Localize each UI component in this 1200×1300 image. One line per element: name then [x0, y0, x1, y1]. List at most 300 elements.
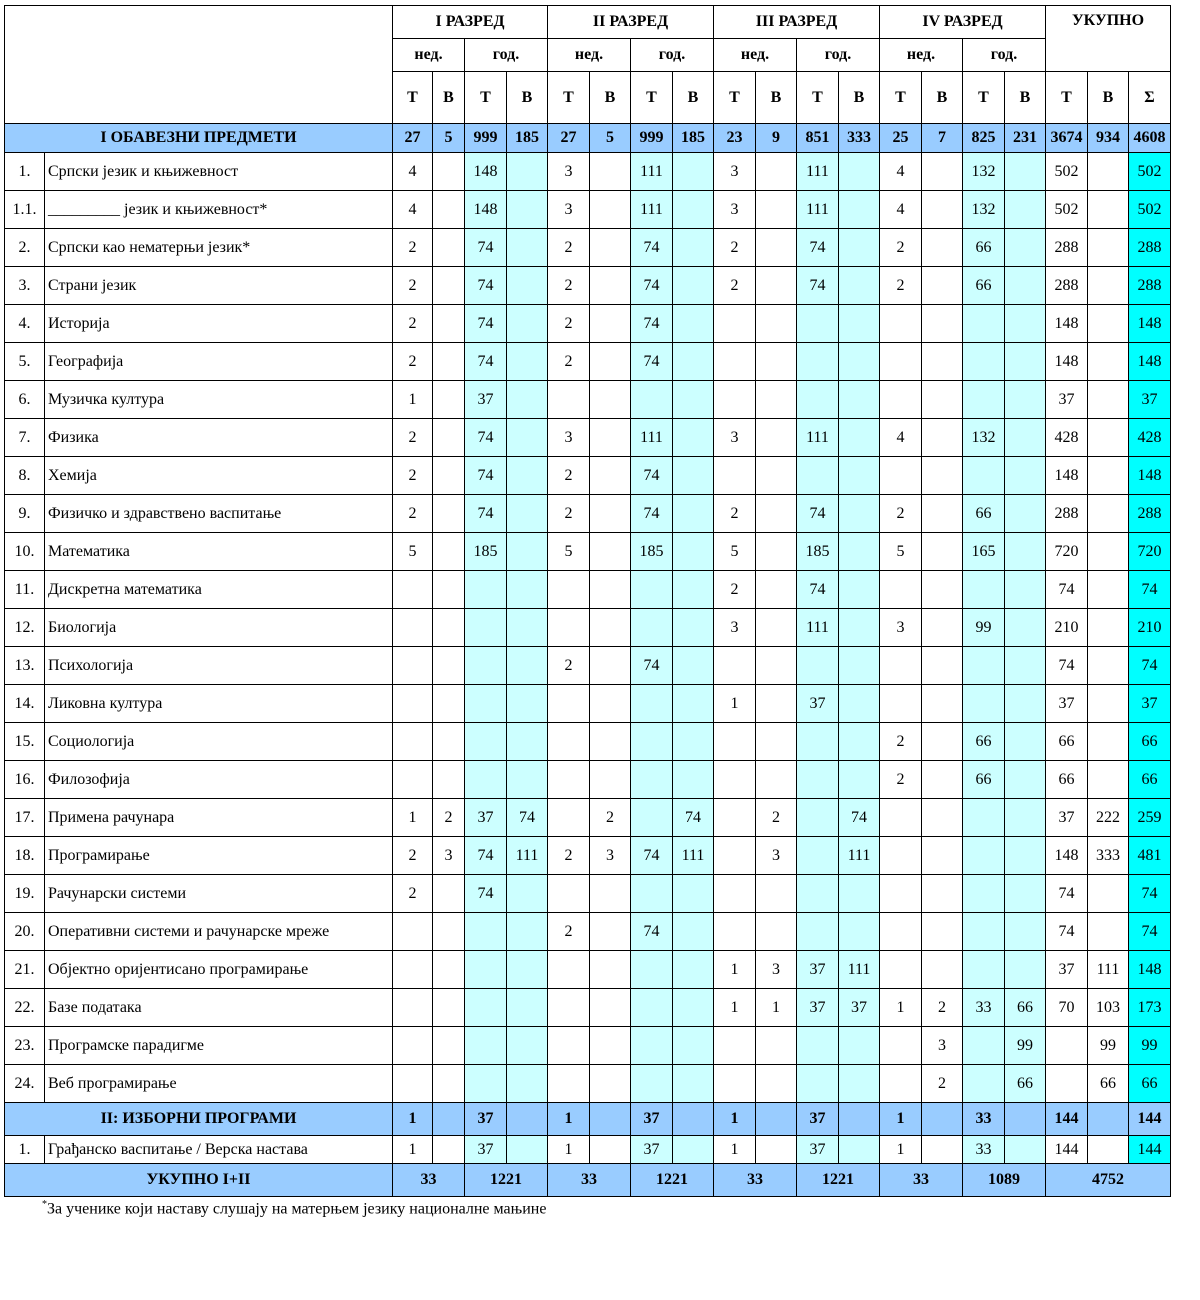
value-cell: 2	[880, 761, 922, 799]
grand-total-value: 1089	[963, 1164, 1046, 1197]
row-number: 24.	[5, 1065, 45, 1103]
value-cell	[433, 381, 465, 419]
value-cell	[880, 457, 922, 495]
grand-total-value: 1221	[465, 1164, 548, 1197]
value-cell: 333	[839, 124, 880, 153]
value-cell	[963, 685, 1005, 723]
total-sum-cell: 66	[1129, 1065, 1171, 1103]
value-cell: 74	[465, 229, 507, 267]
value-cell	[631, 799, 673, 837]
value-cell	[1088, 723, 1129, 761]
value-cell: 37	[465, 1136, 507, 1164]
value-cell	[756, 381, 797, 419]
value-cell	[673, 1103, 714, 1136]
value-cell: 2	[393, 495, 433, 533]
value-cell	[465, 1065, 507, 1103]
value-cell	[590, 1103, 631, 1136]
value-cell: 999	[465, 124, 507, 153]
value-cell	[631, 571, 673, 609]
value-cell: 934	[1088, 124, 1129, 153]
value-cell	[433, 1136, 465, 1164]
value-cell: 66	[963, 229, 1005, 267]
value-cell	[797, 343, 839, 381]
value-cell: 2	[548, 457, 590, 495]
value-cell: 3	[922, 1027, 963, 1065]
value-cell: 103	[1088, 989, 1129, 1027]
value-cell	[433, 1027, 465, 1065]
total-sum-cell: 173	[1129, 989, 1171, 1027]
value-cell	[590, 761, 631, 799]
value-cell	[673, 495, 714, 533]
value-cell: 851	[797, 124, 839, 153]
value-cell: 1	[393, 799, 433, 837]
value-cell: 2	[548, 495, 590, 533]
total-sum-cell: 37	[1129, 685, 1171, 723]
value-cell	[714, 875, 756, 913]
value-cell: 148	[465, 191, 507, 229]
section-row	[5, 1103, 1171, 1136]
subject-name: Физика	[45, 419, 393, 457]
value-cell	[797, 1027, 839, 1065]
value-cell: 720	[1046, 533, 1088, 571]
value-cell	[797, 913, 839, 951]
value-cell	[433, 951, 465, 989]
value-cell	[590, 723, 631, 761]
value-cell	[393, 647, 433, 685]
value-cell	[433, 267, 465, 305]
value-cell	[1005, 723, 1046, 761]
value-cell	[433, 1065, 465, 1103]
value-cell	[465, 723, 507, 761]
value-cell	[756, 609, 797, 647]
total-sum-cell: 428	[1129, 419, 1171, 457]
value-cell	[673, 609, 714, 647]
value-cell: 222	[1088, 799, 1129, 837]
value-cell	[756, 723, 797, 761]
value-cell: 185	[797, 533, 839, 571]
value-cell	[465, 571, 507, 609]
value-cell: 4	[880, 419, 922, 457]
value-cell	[590, 951, 631, 989]
grand-total-sum: 4752	[1046, 1164, 1171, 1197]
value-cell	[839, 229, 880, 267]
value-cell: 74	[465, 457, 507, 495]
col-label-v: В	[756, 72, 797, 124]
value-cell	[673, 229, 714, 267]
value-cell	[714, 1065, 756, 1103]
value-cell	[1005, 495, 1046, 533]
value-cell: 37	[465, 1103, 507, 1136]
row-number: 6.	[5, 381, 45, 419]
value-cell: 148	[1046, 343, 1088, 381]
value-cell: 74	[631, 305, 673, 343]
value-cell	[1088, 153, 1129, 191]
subject-row	[5, 533, 1171, 571]
row-number: 22.	[5, 989, 45, 1027]
row-number: 1.	[5, 153, 45, 191]
value-cell: 2	[393, 267, 433, 305]
value-cell	[839, 419, 880, 457]
col-label-t: Т	[714, 72, 756, 124]
value-cell	[393, 609, 433, 647]
value-cell: 2	[393, 229, 433, 267]
value-cell	[797, 305, 839, 343]
subject-row	[5, 381, 1171, 419]
value-cell	[756, 1103, 797, 1136]
value-cell	[797, 837, 839, 875]
value-cell	[839, 761, 880, 799]
value-cell	[590, 685, 631, 723]
value-cell: 74	[631, 267, 673, 305]
value-cell	[393, 761, 433, 799]
value-cell	[507, 989, 548, 1027]
value-cell	[673, 647, 714, 685]
header-corner	[5, 6, 393, 124]
value-cell	[631, 381, 673, 419]
grand-total-row	[5, 1164, 1171, 1197]
value-cell	[1088, 229, 1129, 267]
value-cell: 132	[963, 153, 1005, 191]
value-cell	[963, 457, 1005, 495]
total-sum-cell: 74	[1129, 647, 1171, 685]
value-cell: 2	[548, 837, 590, 875]
value-cell: 2	[393, 837, 433, 875]
value-cell: 3	[548, 419, 590, 457]
value-cell	[839, 647, 880, 685]
total-sum-cell: 481	[1129, 837, 1171, 875]
value-cell: 74	[465, 419, 507, 457]
value-cell: 2	[714, 229, 756, 267]
yearly-header: год.	[631, 39, 714, 72]
value-cell	[880, 647, 922, 685]
value-cell	[590, 989, 631, 1027]
value-cell	[673, 989, 714, 1027]
value-cell	[548, 761, 590, 799]
value-cell	[433, 685, 465, 723]
value-cell: 1	[393, 1136, 433, 1164]
value-cell: 502	[1046, 153, 1088, 191]
value-cell	[673, 1136, 714, 1164]
value-cell	[756, 267, 797, 305]
value-cell	[714, 647, 756, 685]
value-cell	[756, 1065, 797, 1103]
value-cell	[839, 267, 880, 305]
subject-row	[5, 609, 1171, 647]
value-cell	[590, 419, 631, 457]
value-cell	[465, 609, 507, 647]
value-cell: 37	[465, 799, 507, 837]
value-cell	[922, 153, 963, 191]
value-cell: 74	[631, 913, 673, 951]
value-cell	[963, 913, 1005, 951]
value-cell: 111	[839, 951, 880, 989]
value-cell	[590, 913, 631, 951]
subject-name: Географија	[45, 343, 393, 381]
value-cell	[714, 913, 756, 951]
value-cell	[673, 343, 714, 381]
value-cell: 99	[1005, 1027, 1046, 1065]
value-cell	[797, 647, 839, 685]
value-cell	[433, 495, 465, 533]
value-cell: 999	[631, 124, 673, 153]
value-cell: 2	[922, 989, 963, 1027]
value-cell	[433, 609, 465, 647]
value-cell: 185	[673, 124, 714, 153]
value-cell	[756, 1136, 797, 1164]
value-cell	[590, 609, 631, 647]
value-cell	[673, 1065, 714, 1103]
value-cell	[756, 457, 797, 495]
value-cell	[839, 1065, 880, 1103]
value-cell	[673, 457, 714, 495]
value-cell	[756, 647, 797, 685]
row-number: 5.	[5, 343, 45, 381]
subject-name: Историја	[45, 305, 393, 343]
col-label-v: В	[839, 72, 880, 124]
value-cell	[590, 267, 631, 305]
value-cell: 37	[839, 989, 880, 1027]
value-cell	[963, 799, 1005, 837]
value-cell	[714, 343, 756, 381]
value-cell: 111	[797, 153, 839, 191]
value-cell	[880, 381, 922, 419]
value-cell	[714, 457, 756, 495]
value-cell	[507, 153, 548, 191]
value-cell: 37	[1046, 685, 1088, 723]
value-cell	[548, 1065, 590, 1103]
value-cell	[507, 609, 548, 647]
value-cell	[963, 875, 1005, 913]
value-cell: 2	[756, 799, 797, 837]
value-cell: 37	[631, 1103, 673, 1136]
row-number: 8.	[5, 457, 45, 495]
value-cell	[1005, 229, 1046, 267]
value-cell: 132	[963, 419, 1005, 457]
footnote-text: За ученике који наставу слушају на матерњем језику националне мањине	[47, 1200, 547, 1218]
value-cell	[756, 913, 797, 951]
value-cell	[507, 495, 548, 533]
value-cell	[963, 381, 1005, 419]
col-label-v: В	[433, 72, 465, 124]
total-sum-cell: 502	[1129, 191, 1171, 229]
value-cell	[922, 381, 963, 419]
value-cell	[507, 1136, 548, 1164]
value-cell	[839, 1136, 880, 1164]
value-cell	[839, 685, 880, 723]
yearly-header: год.	[797, 39, 880, 72]
row-number: 7.	[5, 419, 45, 457]
value-cell	[1005, 685, 1046, 723]
curriculum-table	[4, 5, 1171, 1197]
value-cell	[1005, 457, 1046, 495]
value-cell	[673, 533, 714, 571]
value-cell	[393, 571, 433, 609]
value-cell	[922, 1136, 963, 1164]
col-label-v: В	[1088, 72, 1129, 124]
col-label-t: Т	[631, 72, 673, 124]
value-cell	[922, 875, 963, 913]
value-cell	[880, 685, 922, 723]
value-cell: 2	[880, 723, 922, 761]
value-cell	[797, 1065, 839, 1103]
total-sum-cell: 144	[1129, 1103, 1171, 1136]
value-cell: 2	[880, 267, 922, 305]
value-cell	[839, 533, 880, 571]
value-cell: 2	[548, 305, 590, 343]
value-cell	[1046, 1065, 1088, 1103]
col-label-v: В	[922, 72, 963, 124]
total-sum-cell: 66	[1129, 723, 1171, 761]
value-cell	[1088, 647, 1129, 685]
value-cell: 185	[631, 533, 673, 571]
subject-name: Страни језик	[45, 267, 393, 305]
subject-row	[5, 761, 1171, 799]
total-sum-cell: 288	[1129, 495, 1171, 533]
subject-name: Хемија	[45, 457, 393, 495]
value-cell: 3	[714, 419, 756, 457]
value-cell: 33	[963, 989, 1005, 1027]
value-cell	[548, 571, 590, 609]
value-cell	[1088, 571, 1129, 609]
value-cell	[590, 571, 631, 609]
value-cell: 3	[714, 609, 756, 647]
value-cell	[839, 457, 880, 495]
col-label-v: В	[673, 72, 714, 124]
value-cell	[673, 1027, 714, 1065]
value-cell: 1	[714, 1103, 756, 1136]
value-cell	[465, 951, 507, 989]
value-cell: 111	[631, 191, 673, 229]
col-label-v: В	[1005, 72, 1046, 124]
row-number: 9.	[5, 495, 45, 533]
value-cell	[922, 457, 963, 495]
value-cell	[631, 1027, 673, 1065]
value-cell	[548, 951, 590, 989]
value-cell	[1088, 305, 1129, 343]
subject-name: _________ језик и књижевност*	[45, 191, 393, 229]
value-cell: 3	[880, 609, 922, 647]
subject-name: Филозофија	[45, 761, 393, 799]
value-cell: 74	[797, 267, 839, 305]
value-cell: 111	[631, 153, 673, 191]
value-cell: 4	[393, 153, 433, 191]
subject-row	[5, 837, 1171, 875]
value-cell	[631, 1065, 673, 1103]
value-cell	[673, 153, 714, 191]
value-cell	[1005, 153, 1046, 191]
value-cell	[922, 609, 963, 647]
value-cell: 74	[631, 647, 673, 685]
subject-row	[5, 457, 1171, 495]
value-cell	[548, 381, 590, 419]
subject-row	[5, 191, 1171, 229]
value-cell: 5	[590, 124, 631, 153]
value-cell	[673, 305, 714, 343]
value-cell	[880, 343, 922, 381]
subject-name: Српски као нематерњи језик*	[45, 229, 393, 267]
total-sum-cell: 288	[1129, 267, 1171, 305]
row-number: 17.	[5, 799, 45, 837]
value-cell: 74	[1046, 571, 1088, 609]
value-cell	[548, 685, 590, 723]
value-cell	[1005, 875, 1046, 913]
subject-name: Грађанско васпитање / Верска настава	[45, 1136, 393, 1164]
value-cell	[963, 1065, 1005, 1103]
col-label-sigma: Σ	[1129, 72, 1171, 124]
value-cell	[507, 571, 548, 609]
row-number: 20.	[5, 913, 45, 951]
value-cell	[839, 153, 880, 191]
value-cell	[507, 533, 548, 571]
value-cell	[631, 951, 673, 989]
subject-name: Веб програмирање	[45, 1065, 393, 1103]
value-cell	[507, 913, 548, 951]
value-cell	[963, 1027, 1005, 1065]
subject-name: Рачунарски системи	[45, 875, 393, 913]
value-cell	[1088, 419, 1129, 457]
subject-row	[5, 495, 1171, 533]
value-cell	[797, 761, 839, 799]
subject-row	[5, 1065, 1171, 1103]
grand-total-value: 33	[880, 1164, 963, 1197]
subject-name: Математика	[45, 533, 393, 571]
value-cell	[507, 419, 548, 457]
value-cell	[1005, 381, 1046, 419]
subject-name: Музичка култура	[45, 381, 393, 419]
total-sum-cell: 259	[1129, 799, 1171, 837]
value-cell	[590, 647, 631, 685]
value-cell	[631, 761, 673, 799]
value-cell: 3	[756, 837, 797, 875]
row-number: 1.1.	[5, 191, 45, 229]
value-cell	[922, 533, 963, 571]
value-cell: 66	[963, 267, 1005, 305]
weekly-header: нед.	[880, 39, 963, 72]
value-cell	[590, 457, 631, 495]
value-cell: 148	[1046, 305, 1088, 343]
col-label-t: Т	[548, 72, 590, 124]
subject-row	[5, 267, 1171, 305]
value-cell	[880, 913, 922, 951]
value-cell: 74	[631, 229, 673, 267]
value-cell	[465, 647, 507, 685]
value-cell: 74	[507, 799, 548, 837]
value-cell: 3674	[1046, 124, 1088, 153]
value-cell: 111	[631, 419, 673, 457]
value-cell: 33	[963, 1136, 1005, 1164]
value-cell: 74	[1046, 913, 1088, 951]
row-number: 10.	[5, 533, 45, 571]
value-cell	[433, 343, 465, 381]
section-row	[5, 124, 1171, 153]
value-cell	[714, 723, 756, 761]
value-cell	[839, 875, 880, 913]
value-cell: 74	[839, 799, 880, 837]
value-cell: 1	[548, 1103, 590, 1136]
row-number: 12.	[5, 609, 45, 647]
subject-row	[5, 723, 1171, 761]
value-cell	[433, 191, 465, 229]
value-cell: 148	[1046, 457, 1088, 495]
total-sum-cell: 502	[1129, 153, 1171, 191]
row-number: 19.	[5, 875, 45, 913]
row-number: 4.	[5, 305, 45, 343]
grand-total-value: 1221	[797, 1164, 880, 1197]
value-cell	[1005, 533, 1046, 571]
value-cell	[756, 533, 797, 571]
value-cell: 9	[756, 124, 797, 153]
value-cell	[1005, 267, 1046, 305]
